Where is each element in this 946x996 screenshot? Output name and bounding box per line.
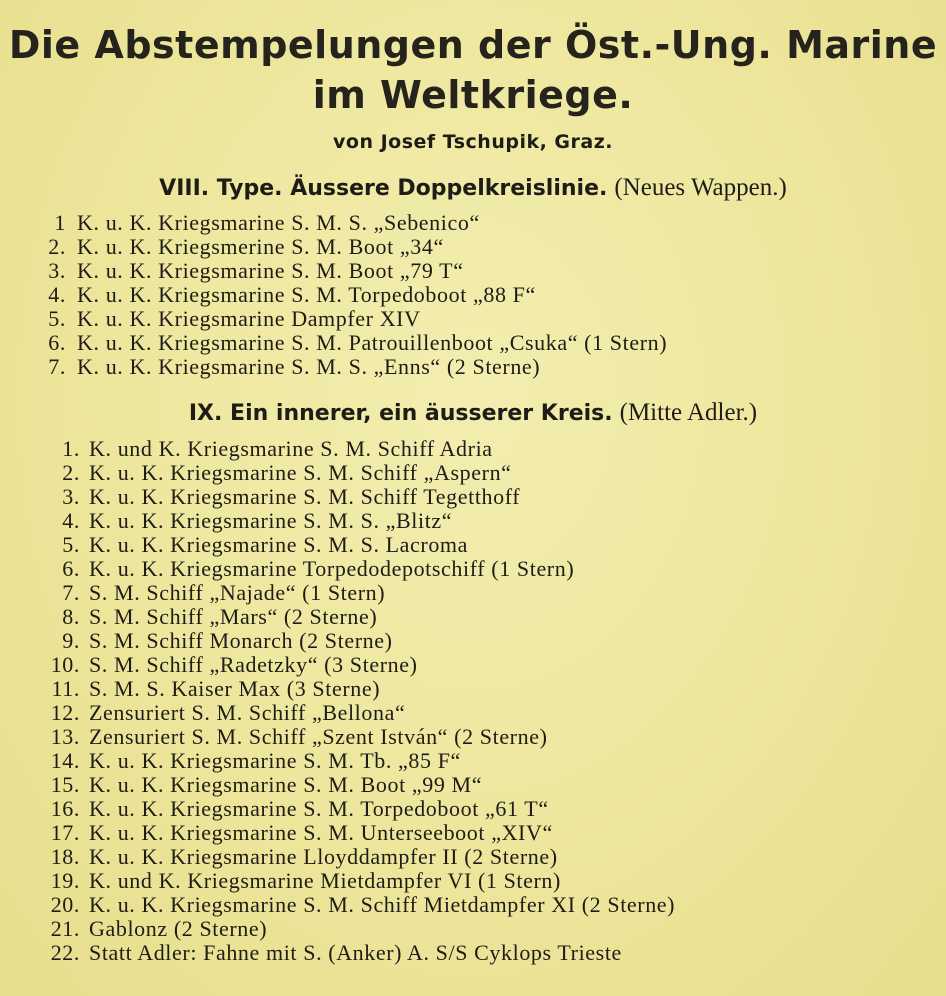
list-item-text: K. u. K. Kriegsmarine S. M. S. „Sebenico“: [77, 210, 480, 235]
list-item-text: K. u. K. Kriegsmarine S. M. Tb. „85 F“: [89, 748, 461, 773]
list-item-number: 8.: [62, 604, 80, 629]
list-item-text: K. u. K. Kriegsmarine S. M. Boot „79 T“: [77, 258, 464, 283]
list-item-text: K. u. K. Kriegsmarine S. M. S. „Enns“ (2 Sterne): [77, 354, 541, 379]
list-item-number: 16.: [50, 796, 80, 821]
section-heading-ix: [0, 400, 946, 425]
list-item-text: K. u. K. Kriegsmarine Torpedodepotschiff (1 Stern): [89, 556, 575, 581]
list-item-text: S. M. S. Kaiser Max (3 Sterne): [89, 676, 381, 701]
list-item-text: Zensuriert S. M. Schiff „Bellona“: [89, 700, 406, 725]
list-item-number: 2.: [62, 460, 80, 485]
list-item-number: 5.: [62, 532, 80, 557]
list-item-text: K. und K. Kriegsmarine Mietdampfer VI (1 Stern): [89, 868, 561, 893]
section-heading-note: (Mitte Adler.): [619, 399, 758, 426]
list-item-number: 15.: [50, 772, 80, 797]
list-item-number: 3.: [62, 484, 80, 509]
list-item-text: S. M. Schiff Monarch (2 Sterne): [89, 628, 393, 653]
list-item-number: 11.: [51, 676, 80, 701]
list-item-text: K. u. K. Kriegsmarine S. M. Torpedoboot „61 T“: [89, 796, 549, 821]
list-item-text: Statt Adler: Fahne mit S. (Anker) A. S/S Cyklops Trieste: [89, 940, 622, 965]
list-item-text: K. u. K. Kriegsmarine S. M. Unterseeboot „XIV“: [89, 820, 553, 845]
list-item-number: 18.: [50, 844, 80, 869]
list-item-number: 1: [54, 210, 66, 235]
list-item-text: S. M. Schiff „Najade“ (1 Stern): [89, 580, 386, 605]
list-item-number: 17.: [50, 820, 80, 845]
list-item-text: K. u. K. Kriegsmarine S. M. Schiff Mietdampfer XI (2 Sterne): [89, 892, 676, 917]
list-item-number: 5.: [48, 306, 66, 331]
list-item-text: K. u. K. Kriegsmarine S. M. Schiff Tegetthoff: [89, 484, 521, 509]
list-item-number: 7.: [62, 580, 80, 605]
list-item-number: 2.: [48, 234, 66, 259]
list-item-text: K. u. K. Kriegsmarine S. M. Torpedoboot „88 F“: [77, 282, 536, 307]
list-item-text: K. und K. Kriegsmarine S. M. Schiff Adria: [89, 436, 493, 461]
title-line-2: im Weltkriege.: [312, 73, 634, 117]
section-heading-note: (Neues Wappen.): [614, 174, 787, 201]
section-heading-text: VIII. Type. Äussere Doppelkreislinie.: [159, 176, 608, 201]
list-item-number: 14.: [50, 748, 80, 773]
list-item-number: 3.: [48, 258, 66, 283]
list-item-number: 1.: [62, 436, 80, 461]
list-item-number: 13.: [50, 724, 80, 749]
list-item-text: K. u. K. Kriegsmarine S. M. S. Lacroma: [89, 532, 469, 557]
list-item-number: 6.: [62, 556, 80, 581]
section-heading-text: IX. Ein innerer, ein äusserer Kreis.: [188, 401, 613, 426]
list-item-text: S. M. Schiff „Mars“ (2 Sterne): [89, 604, 378, 629]
list-item-number: 21.: [50, 916, 80, 941]
list-item-text: K. u. K. Kriegsmarine Dampfer XIV: [77, 306, 421, 331]
list-item-text: K. u. K. Kriegsmarine S. M. Patrouillenboot „Csuka“ (1 Stern): [77, 330, 668, 355]
list-item-number: 12.: [50, 700, 80, 725]
list-item-number: 6.: [48, 330, 66, 355]
list-item-number: 19.: [50, 868, 80, 893]
list-item-text: S. M. Schiff „Radetzky“ (3 Sterne): [89, 652, 418, 677]
list-item-number: 7.: [48, 354, 66, 379]
list-item-number: 22.: [50, 940, 80, 965]
section-heading-viii: [0, 175, 946, 200]
list-item-text: K. u. K. Kriegsmarine Lloyddampfer II (2 Sterne): [89, 844, 558, 869]
list-item-number: 20.: [50, 892, 80, 917]
list-item-text: K. u. K. Kriegsmarine S. M. Boot „99 M“: [89, 772, 483, 797]
list-item-number: 10.: [50, 652, 80, 677]
list-item-text: K. u. K. Kriegsmarine S. M. Schiff „Aspern“: [89, 460, 512, 485]
list-item-number: 4.: [48, 282, 66, 307]
list-item-number: 4.: [62, 508, 80, 533]
author-line: von Josef Tschupik, Graz.: [333, 131, 613, 153]
list-item-text: Zensuriert S. M. Schiff „Szent István“ (2 Sterne): [89, 724, 548, 749]
title-line-1: Die Abstempelungen der Öst.-Ung. Marine: [8, 23, 938, 67]
list-item-text: K. u. K. Kriegsmarine S. M. S. „Blitz“: [89, 508, 453, 533]
list-item-text: Gablonz (2 Sterne): [89, 916, 268, 941]
list-item-number: 9.: [62, 628, 80, 653]
list-item-text: K. u. K. Kriegsmerine S. M. Boot „34“: [77, 234, 444, 259]
